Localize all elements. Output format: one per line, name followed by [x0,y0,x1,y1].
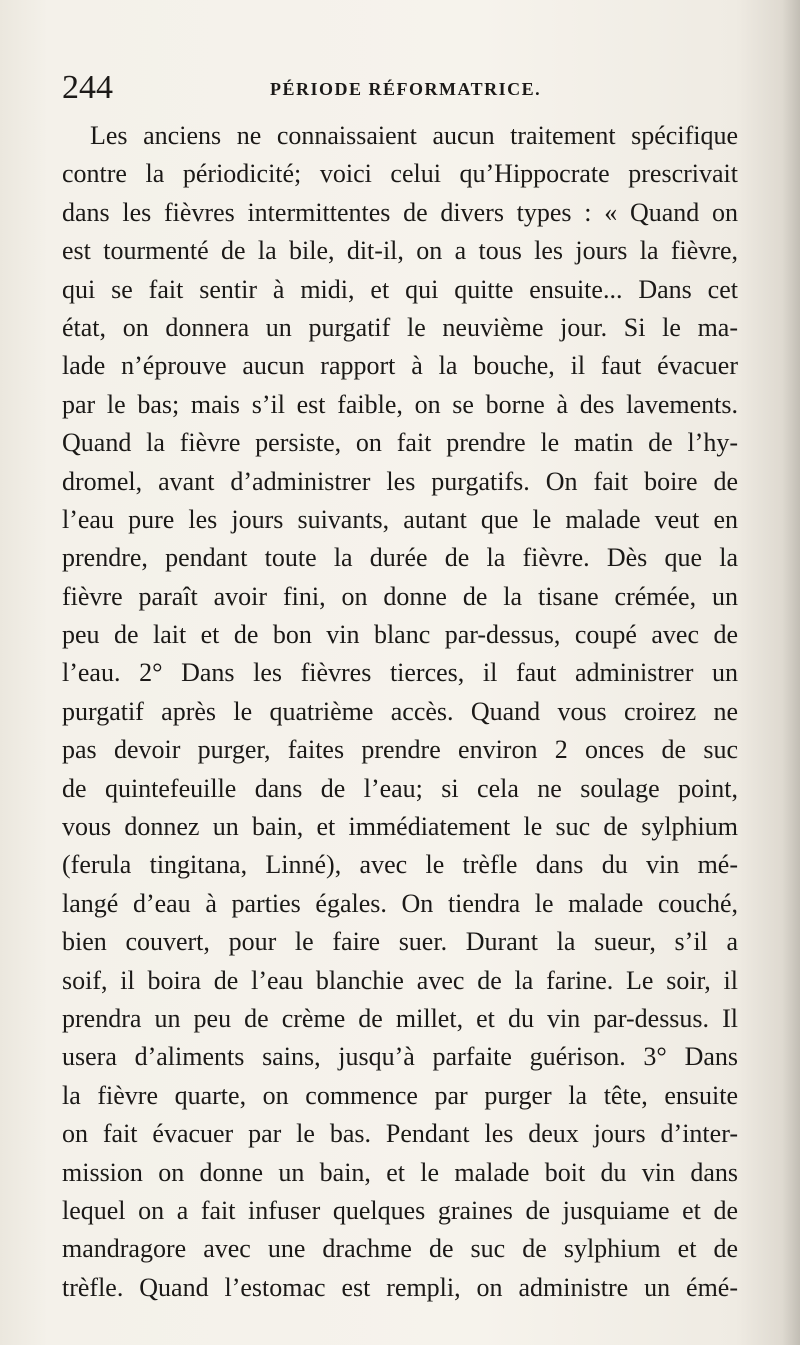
text-line: vous donnez un bain, et immédiatement le suc de sylphium [62,812,738,842]
text-line: pas devoir purger, faites prendre environ 2 onces de suc [62,735,738,765]
text-line: fièvre paraît avoir fini, on donne de la tisane crémée, un [62,581,738,611]
page-number: 244 [62,69,113,106]
text-line: prendre, pendant toute la durée de la fièvre. Dès que la [62,543,738,573]
text-line: l’eau pure les jours suivants, autant que le malade veut en [62,504,738,534]
text-line: on fait évacuer par le bas. Pendant les deux jours d’inter- [62,1119,738,1149]
text-line: dans les fièvres intermittentes de divers types : « Quand on [62,197,738,227]
text-line: langé d’eau à parties égales. On tiendra le malade couché, [62,888,738,918]
running-head: PÉRIODE RÉFORMATRICE. [270,79,542,99]
text-line: mandragore avec une drachme de suc de sylphium et de [62,1234,738,1264]
text-line: usera d’aliments sains, jusqu’à parfaite guérison. 3° Dans [62,1042,738,1072]
text-line: peu de lait et de bon vin blanc par-dessus, coupé avec de [62,620,738,650]
text-line: qui se fait sentir à midi, et qui quitte ensuite... Dans cet [62,274,738,304]
text-line: l’eau. 2° Dans les fièvres tierces, il faut administrer un [62,658,738,688]
text-line: prendra un peu de crème de millet, et du vin par-dessus. Il [62,1003,738,1033]
body-text [62,117,738,1307]
text-line: soif, il boira de l’eau blanchie avec de la farine. Le soir, il [62,965,738,995]
text-line: Les anciens ne connaissaient aucun traitement spécifique [90,121,738,150]
text-line: contre la périodicité; voici celui qu’Hippocrate prescrivait [62,159,738,189]
text-line: état, on donnera un purgatif le neuvième jour. Si le ma- [62,312,738,342]
text-line: la fièvre quarte, on commence par purger la tête, ensuite [62,1080,738,1110]
text-line: Quand la fièvre persiste, on fait prendre le matin de l’hy- [62,428,738,458]
text-line: dromel, avant d’administrer les purgatifs. On fait boire de [62,466,738,496]
page-edge-shadow [782,0,800,1345]
text-line: bien couvert, pour le faire suer. Durant la sueur, s’il a [62,927,738,957]
text-line: (ferula tingitana, Linné), avec le trèfle dans du vin mé- [62,850,738,880]
text-line: purgatif après le quatrième accès. Quand vous croirez ne [62,696,738,726]
text-line: est tourmenté de la bile, dit-il, on a tous les jours la fièvre, [62,236,738,266]
text-line: lequel on a fait infuser quelques graines de jusquiame et de [62,1195,738,1225]
text-line: mission on donne un bain, et le malade boit du vin dans [62,1157,738,1187]
text-line: de quintefeuille dans de l’eau; si cela ne soulage point, [62,773,738,803]
text-line: trèfle. Quand l’estomac est rempli, on administre un émé- [62,1272,738,1302]
text-line: par le bas; mais s’il est faible, on se borne à des lavements. [62,389,738,419]
page-header [62,70,738,106]
text-line: lade n’éprouve aucun rapport à la bouche, il faut évacuer [62,351,738,381]
